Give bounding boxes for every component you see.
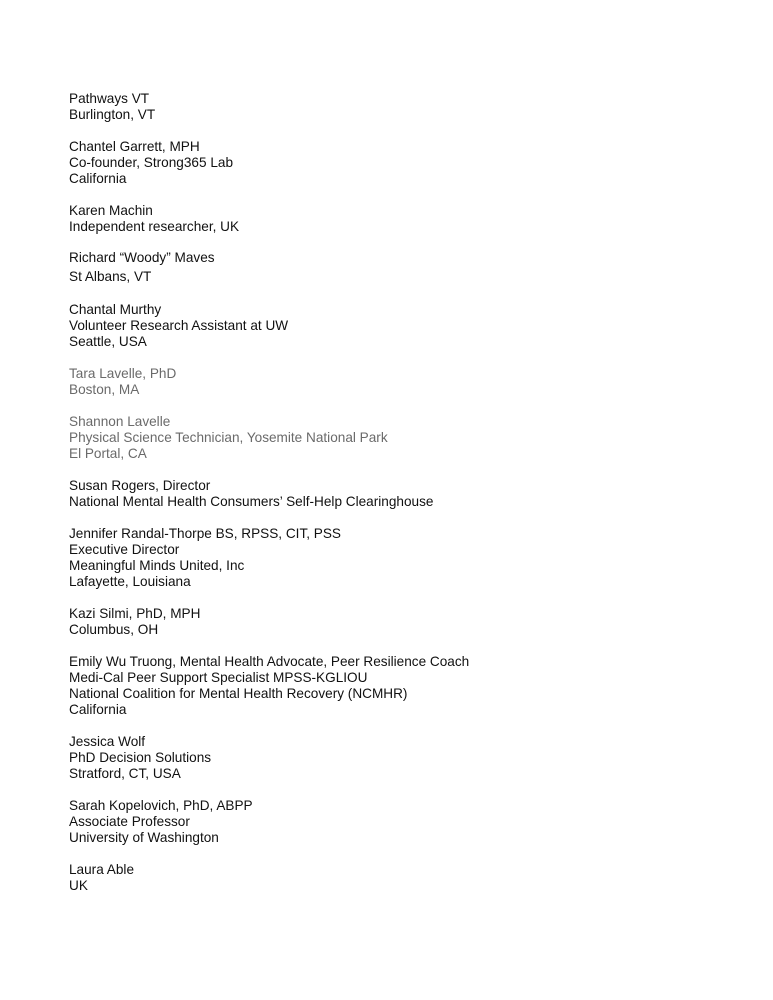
signatory-entry (69, 302, 749, 350)
signatory-location: UK (69, 878, 88, 893)
signatory-list (69, 91, 749, 894)
signatory-entry (69, 203, 749, 235)
signatory-title: Independent researcher, UK (69, 219, 240, 234)
signatory-entry (69, 366, 749, 398)
signatory-title: Co-founder, Strong365 Lab (69, 155, 234, 170)
signatory-name: Tara Lavelle, PhD (69, 366, 177, 381)
signatory-location: California (69, 702, 127, 717)
signatory-title: Medi-Cal Peer Support Specialist MPSS-KGLIOU (69, 670, 368, 685)
signatory-name: Chantal Murthy (69, 302, 162, 317)
signatory-name: Emily Wu Truong, Mental Health Advocate, Peer Resilience Coach (69, 654, 470, 669)
signatory-location: Burlington, VT (69, 107, 156, 122)
signatory-organization: University of Washington (69, 830, 219, 845)
signatory-location: Lafayette, Louisiana (69, 574, 191, 589)
signatory-name: Pathways VT (69, 91, 150, 106)
signatory-location: St Albans, VT (69, 269, 152, 284)
signatory-entry (69, 91, 749, 123)
signatory-location: Boston, MA (69, 382, 140, 397)
signatory-name: Laura Able (69, 862, 135, 877)
signatory-entry (69, 250, 749, 285)
signatory-entry (69, 654, 749, 718)
signatory-location: California (69, 171, 127, 186)
signatory-location: Columbus, OH (69, 622, 159, 637)
signatory-entry (69, 139, 749, 187)
signatory-title: Associate Professor (69, 814, 190, 829)
signatory-entry (69, 606, 749, 638)
signatory-title: Executive Director (69, 542, 180, 557)
signatory-name: Jessica Wolf (69, 734, 146, 749)
signatory-organization: National Coalition for Mental Health Recovery (NCMHR) (69, 686, 408, 701)
signatory-name: Karen Machin (69, 203, 153, 218)
signatory-entry (69, 862, 749, 894)
signatory-title: Physical Science Technician, Yosemite National Park (69, 430, 388, 445)
signatory-location: Stratford, CT, USA (69, 766, 181, 781)
signatory-title: Volunteer Research Assistant at UW (69, 318, 289, 333)
signatory-organization: Meaningful Minds United, Inc (69, 558, 245, 573)
signatory-location: Seattle, USA (69, 334, 147, 349)
signatory-entry (69, 526, 749, 590)
signatory-name: Sarah Kopelovich, PhD, ABPP (69, 798, 253, 813)
signatory-name: Kazi Silmi, PhD, MPH (69, 606, 201, 621)
signatory-entry (69, 798, 749, 846)
signatory-title: National Mental Health Consumers’ Self-Help Clearinghouse (69, 494, 434, 509)
signatory-name: Richard “Woody” Maves (69, 250, 215, 265)
signatory-organization: PhD Decision Solutions (69, 750, 212, 765)
signatory-location: El Portal, CA (69, 446, 147, 461)
signatory-name: Jennifer Randal-Thorpe BS, RPSS, CIT, PSS (69, 526, 341, 541)
signatory-entry (69, 478, 749, 510)
signatory-name: Shannon Lavelle (69, 414, 171, 429)
signatory-entry (69, 414, 749, 462)
signatory-name: Susan Rogers, Director (69, 478, 211, 493)
signatory-entry (69, 734, 749, 782)
signatory-name: Chantel Garrett, MPH (69, 139, 200, 154)
